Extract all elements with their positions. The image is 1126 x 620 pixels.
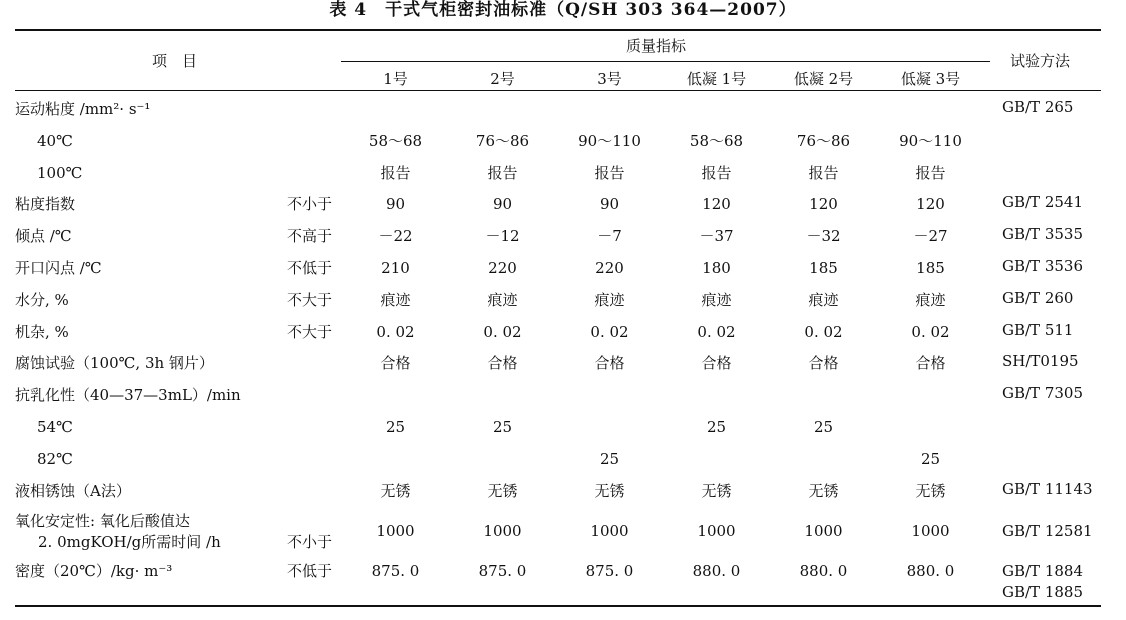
cell-value: 880. 0 [799, 562, 848, 580]
cell-value: 25 [920, 450, 941, 468]
cell-value: 25 [813, 418, 834, 436]
header-method: 试验方法 [1010, 52, 1071, 70]
row-name: 抗乳化性（40—37—3mL）/min [15, 386, 241, 404]
cell-value: 185 [809, 259, 838, 277]
cell-value: 120 [809, 195, 838, 213]
row-method: GB/T 3536 [1002, 257, 1084, 275]
cell-value: 875. 0 [478, 562, 527, 580]
row-condition: 不小于 [287, 533, 333, 551]
cell-value: 120 [702, 195, 731, 213]
cell-value: 90 [492, 195, 513, 213]
cell-value: 无锈 [915, 482, 946, 500]
bottom-rule [15, 605, 1101, 607]
row-name: 机杂, % [15, 323, 69, 341]
row-name: 82℃ [37, 450, 73, 468]
grade-header: 3号 [597, 70, 622, 88]
row-name: 水分, % [15, 291, 69, 309]
cell-value: 痕迹 [701, 291, 732, 309]
cell-value: 90～110 [899, 132, 962, 150]
cell-value: 报告 [380, 164, 411, 182]
cell-value: 痕迹 [594, 291, 625, 309]
cell-value: 180 [702, 259, 731, 277]
cell-value: 185 [916, 259, 945, 277]
row-method: GB/T 2541 [1002, 193, 1084, 211]
cell-value: 0. 02 [697, 323, 736, 341]
cell-value: 25 [599, 450, 620, 468]
grade-header: 2号 [490, 70, 515, 88]
cell-value: 76～86 [796, 132, 851, 150]
cell-value: 报告 [701, 164, 732, 182]
cell-value: 210 [381, 259, 410, 277]
cell-value: 报告 [915, 164, 946, 182]
cell-value: 25 [706, 418, 727, 436]
row-method: GB/T 3535 [1002, 225, 1084, 243]
cell-value: 76～86 [475, 132, 530, 150]
row-condition: 不低于 [287, 259, 333, 277]
cell-value: 无锈 [380, 482, 411, 500]
cell-value: 875. 0 [585, 562, 634, 580]
row-name-line2: 2. 0mgKOH/g所需时间 /h [38, 533, 221, 551]
row-method-2: GB/T 1885 [1002, 583, 1084, 601]
cell-value: 25 [385, 418, 406, 436]
grade-header: 低凝 1号 [686, 70, 747, 88]
cell-value: 痕迹 [487, 291, 518, 309]
cell-value: 1000 [911, 522, 950, 540]
row-condition: 不低于 [287, 562, 333, 580]
cell-value: 0. 02 [911, 323, 950, 341]
row-name: 液相锈蚀（A法） [15, 482, 131, 500]
cell-value: 1000 [590, 522, 629, 540]
row-name: 54℃ [37, 418, 73, 436]
cell-value: －22 [378, 227, 413, 245]
cell-value: －32 [806, 227, 841, 245]
row-name: 粘度指数 [15, 195, 76, 213]
cell-value: 合格 [701, 354, 732, 372]
row-name: 倾点 /℃ [15, 227, 72, 245]
row-condition: 不大于 [287, 323, 333, 341]
row-condition: 不大于 [287, 291, 333, 309]
cell-value: 合格 [915, 354, 946, 372]
cell-value: 90～110 [578, 132, 641, 150]
cell-value: 无锈 [487, 482, 518, 500]
cell-value: 合格 [487, 354, 518, 372]
header-quality: 质量指标 [626, 37, 687, 55]
cell-value: －27 [913, 227, 948, 245]
cell-value: －7 [597, 227, 622, 245]
cell-value: 875. 0 [371, 562, 420, 580]
cell-value: －37 [699, 227, 734, 245]
cell-value: 合格 [808, 354, 839, 372]
cell-value: 880. 0 [906, 562, 955, 580]
cell-value: 220 [488, 259, 517, 277]
row-method: GB/T 260 [1002, 289, 1074, 307]
cell-value: 报告 [808, 164, 839, 182]
cell-value: 58～68 [689, 132, 744, 150]
cell-value: 58～68 [368, 132, 423, 150]
row-name: 运动粘度 /mm²· s⁻¹ [15, 100, 151, 118]
quality-header-rule [341, 61, 990, 62]
header-bottom-rule [15, 90, 1101, 91]
row-method: GB/T 7305 [1002, 384, 1084, 402]
cell-value: 1000 [483, 522, 522, 540]
cell-value: 合格 [594, 354, 625, 372]
row-condition: 不小于 [287, 195, 333, 213]
header-item: 项 目 [152, 52, 198, 70]
grade-header: 低凝 3号 [900, 70, 961, 88]
cell-value: 报告 [487, 164, 518, 182]
cell-value: 0. 02 [376, 323, 415, 341]
cell-value: 0. 02 [804, 323, 843, 341]
grade-header: 低凝 2号 [793, 70, 854, 88]
cell-value: 0. 02 [483, 323, 522, 341]
cell-value: 无锈 [594, 482, 625, 500]
cell-value: 痕迹 [380, 291, 411, 309]
top-rule [15, 29, 1101, 31]
cell-value: 1000 [804, 522, 843, 540]
row-name: 腐蚀试验（100℃, 3h 钢片） [15, 354, 214, 372]
cell-value: 120 [916, 195, 945, 213]
cell-value: 25 [492, 418, 513, 436]
row-name: 密度（20℃）/kg· m⁻³ [15, 562, 173, 580]
cell-value: 1000 [376, 522, 415, 540]
row-method: GB/T 265 [1002, 98, 1074, 116]
cell-value: 220 [595, 259, 624, 277]
cell-value: 90 [385, 195, 406, 213]
row-method: GB/T 511 [1002, 321, 1074, 339]
row-method: GB/T 12581 [1002, 522, 1093, 540]
cell-value: 0. 02 [590, 323, 629, 341]
row-method: GB/T 11143 [1002, 480, 1093, 498]
row-name: 40℃ [37, 132, 73, 150]
row-method-1: GB/T 1884 [1002, 562, 1084, 580]
cell-value: 90 [599, 195, 620, 213]
cell-value: 1000 [697, 522, 736, 540]
row-method: SH/T0195 [1002, 352, 1079, 370]
row-name: 100℃ [37, 164, 83, 182]
grade-header: 1号 [383, 70, 408, 88]
table-caption: 表 4 干式气柜密封油标准（Q/SH 303 364—2007） [329, 0, 797, 20]
row-name-line1: 氧化安定性: 氧化后酸值达 [15, 512, 190, 530]
cell-value: 880. 0 [692, 562, 741, 580]
cell-value: 合格 [380, 354, 411, 372]
row-name: 开口闪点 /℃ [15, 259, 102, 277]
cell-value: 无锈 [808, 482, 839, 500]
row-condition: 不高于 [287, 227, 333, 245]
cell-value: 无锈 [701, 482, 732, 500]
cell-value: 痕迹 [915, 291, 946, 309]
cell-value: 痕迹 [808, 291, 839, 309]
cell-value: 报告 [594, 164, 625, 182]
cell-value: －12 [485, 227, 520, 245]
